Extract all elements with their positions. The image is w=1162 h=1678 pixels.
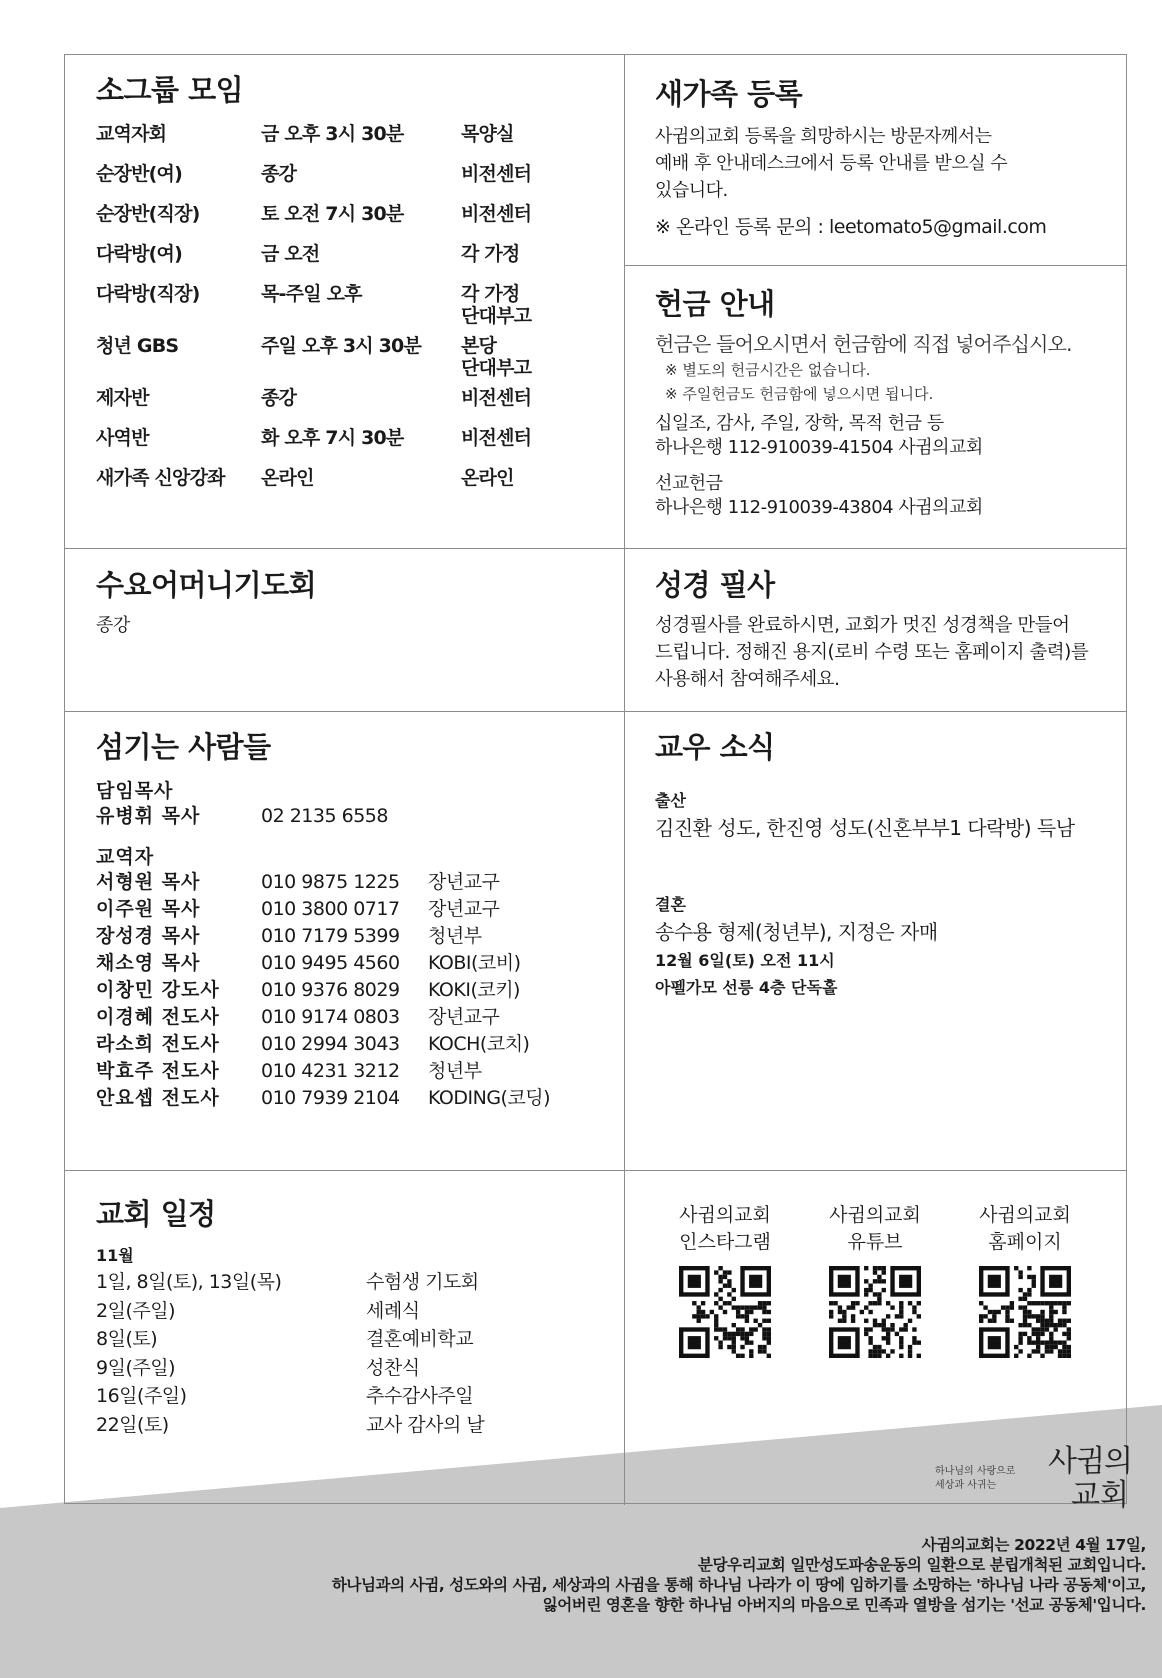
small-groups-section [96, 68, 616, 507]
minister-name: 안요셉 전도사 [96, 1087, 220, 1109]
qr-label: 유튜브 [847, 1231, 903, 1253]
group-name: 교역자회 [96, 123, 167, 145]
birth-label: 출산 [655, 791, 686, 810]
section-title: 교회 일정 [96, 1197, 216, 1231]
minister-name: 서형원 목사 [96, 871, 201, 893]
minister-phone: 010 9376 8029 [261, 979, 400, 1001]
minister-phone: 010 7179 5399 [261, 925, 400, 947]
schedule-date: 22일(토) [96, 1413, 169, 1436]
qr-label: 사귐의교회 [979, 1204, 1071, 1226]
birth-text: 김진환 성도, 한진영 성도(신혼부부1 다락방) 득남 [655, 816, 1075, 840]
ministers-label: 교역자 [96, 846, 155, 868]
section-title: 섬기는 사람들 [96, 730, 271, 764]
footer-line: 사귐의교회는 2022년 4월 17일, [921, 1536, 1146, 1554]
minister-name: 박효주 전도사 [96, 1060, 220, 1082]
group-time: 금 오후 3시 30분 [261, 123, 404, 145]
logo-name: 사귐의 [1048, 1444, 1132, 1479]
offering-mission-account: 하나은행 112-910039-43804 사귐의교회 [655, 497, 983, 518]
footer-line: 하나님과의 사귐, 성도와의 사귐, 세상과의 사귐을 통해 하나님 나라가 이 땅에 임하기를 소망하는 '하나님 나라 공동체'이고, [331, 1576, 1146, 1594]
group-place: 각 가정 [461, 243, 520, 265]
group-place: 각 가정 단대부고 [461, 283, 532, 327]
qr-label: 사귐의교회 [679, 1204, 771, 1226]
minister-dept: 청년부 [428, 925, 482, 947]
offering-general-account: 하나은행 112-910039-41504 사귐의교회 [655, 437, 983, 458]
minister-phone: 010 9495 4560 [261, 952, 400, 974]
minister-name: 이경혜 전도사 [96, 1006, 220, 1028]
section-title: 새가족 등록 [655, 77, 803, 111]
qr-item-homepage[interactable] [960, 1200, 1090, 1362]
minister-phone: 010 7939 2104 [261, 1087, 400, 1109]
schedule-event: 교사 감사의 날 [366, 1413, 485, 1436]
schedule-event: 추수감사주일 [366, 1385, 474, 1407]
group-place: 비전센터 [461, 203, 532, 225]
group-name: 다락방(직장) [96, 283, 200, 305]
offering-section [655, 282, 1125, 520]
group-name: 제자반 [96, 387, 149, 409]
schedule-date: 8일(토) [96, 1328, 158, 1350]
logo-name: 교회 [1070, 1478, 1129, 1513]
wedding-label: 결혼 [655, 895, 686, 914]
qr-section [660, 1200, 1090, 1362]
minister-dept: KOCH(코치) [428, 1033, 530, 1055]
schedule-event: 세례식 [366, 1299, 420, 1322]
minister-name: 이창민 강도사 [96, 979, 220, 1001]
newcomer-section [655, 72, 1125, 241]
minister-dept: 장년교구 [428, 1006, 500, 1028]
minister-name: 라소희 전도사 [96, 1033, 220, 1055]
minister-phone: 010 4231 3212 [261, 1060, 400, 1082]
senior-pastor-row [96, 803, 616, 830]
offering-mission-label: 선교헌금 [655, 473, 723, 494]
logo-tagline: 세상과 사귀는 [935, 1480, 997, 1491]
bible-section [655, 563, 1125, 693]
group-name: 새가족 신앙강좌 [96, 467, 225, 489]
group-place: 본당 단대부고 [461, 335, 532, 379]
minister-dept: KOKI(코키) [428, 979, 520, 1001]
group-name: 순장반(직장) [96, 203, 200, 225]
wedding-date: 12월 6일(토) 오전 11시 [655, 951, 835, 970]
group-place: 비전센터 [461, 387, 532, 409]
group-time: 화 오후 7시 30분 [261, 427, 404, 449]
group-place: 온라인 [461, 467, 514, 489]
section-title: 교우 소식 [655, 730, 775, 764]
group-place: 비전센터 [461, 427, 532, 449]
group-time: 온라인 [261, 467, 314, 489]
qr-code-icon[interactable] [829, 1266, 921, 1358]
logo-tagline: 하나님의 사랑으로 [935, 1466, 1016, 1477]
group-name: 다락방(여) [96, 243, 182, 265]
qr-label: 사귐의교회 [829, 1204, 921, 1226]
group-name: 순장반(여) [96, 163, 182, 185]
minister-dept: 장년교구 [428, 898, 500, 920]
wedding-text: 송수용 형제(청년부), 지정은 자매 [655, 920, 938, 944]
minister-name: 장성경 목사 [96, 925, 201, 947]
section-title: 성경 필사 [655, 568, 775, 602]
small-groups-table [96, 123, 616, 507]
qr-item-youtube[interactable] [810, 1200, 940, 1362]
schedule-event: 결혼예비학교 [366, 1328, 474, 1350]
schedule-section [96, 1192, 616, 1439]
footer-text [26, 1535, 1146, 1615]
group-time: 종강 [261, 387, 297, 409]
staff-section [96, 725, 616, 1112]
minister-phone: 010 2994 3043 [261, 1033, 400, 1055]
bible-text: 성경필사를 완료하시면, 교회가 멋진 성경책을 만들어 드립니다. 정해진 용지(로비 수령 또는 홈페이지 출력)를 사용해서 참여해주세요. [655, 615, 1089, 690]
group-place: 비전센터 [461, 163, 532, 185]
offering-general-label: 십일조, 감사, 주일, 장학, 목적 헌금 등 [655, 413, 944, 434]
schedule-event: 성찬식 [366, 1356, 420, 1379]
section-title: 소그룹 모임 [96, 73, 244, 107]
group-time: 금 오전 [261, 243, 320, 265]
minister-dept: KOBI(코비) [428, 952, 521, 974]
schedule-date: 9일(주일) [96, 1356, 175, 1379]
group-name: 청년 GBS [96, 335, 179, 357]
group-place: 목양실 [461, 123, 514, 145]
minister-dept: KODING(코딩) [428, 1087, 551, 1109]
minister-phone: 010 9875 1225 [261, 871, 400, 893]
schedule-table [96, 1268, 616, 1439]
minister-name: 이주원 목사 [96, 898, 201, 920]
group-name: 사역반 [96, 427, 149, 449]
group-time: 토 오전 7시 30분 [261, 203, 404, 225]
qr-code-icon[interactable] [979, 1266, 1071, 1358]
ministers-table [96, 869, 616, 1112]
minister-dept: 장년교구 [428, 871, 500, 893]
qr-item-instagram[interactable] [660, 1200, 790, 1362]
schedule-event: 수험생 기도회 [366, 1271, 479, 1293]
minister-dept: 청년부 [428, 1060, 482, 1082]
newcomer-text: 사귐의교회 등록을 희망하시는 방문자께서는 예배 후 안내데스크에서 등록 안내를 받으실 수 있습니다. [655, 126, 1008, 201]
minister-phone: 010 9174 0803 [261, 1006, 400, 1028]
group-time: 목-주일 오후 [261, 283, 362, 305]
section-title: 수요어머니기도회 [96, 568, 317, 602]
group-time: 주일 오후 3시 30분 [261, 335, 422, 357]
wednesday-text: 종강 [96, 615, 130, 636]
schedule-date: 1일, 8일(토), 13일(목) [96, 1271, 282, 1293]
footer-line: 잃어버린 영혼을 향한 하나님 아버지의 마음으로 민족과 열방을 섬기는 '선교 공동체'입니다. [542, 1596, 1146, 1614]
schedule-month: 11월 [96, 1246, 134, 1265]
qr-label: 인스타그램 [679, 1231, 771, 1253]
offering-note: ※ 주일헌금도 헌금함에 넣으시면 됩니다. [665, 385, 934, 403]
minister-phone: 010 3800 0717 [261, 898, 400, 920]
wednesday-prayer-section [96, 563, 596, 639]
qr-code-icon[interactable] [679, 1266, 771, 1358]
group-time: 종강 [261, 163, 297, 185]
schedule-date: 16일(주일) [96, 1385, 187, 1407]
senior-pastor-label: 담임목사 [96, 780, 174, 802]
minister-name: 채소영 목사 [96, 952, 201, 974]
offering-note: ※ 별도의 헌금시간은 없습니다. [665, 361, 871, 379]
section-title: 헌금 안내 [655, 287, 775, 321]
qr-label: 홈페이지 [988, 1231, 1062, 1253]
footer-line: 분당우리교회 일만성도파송운동의 일환으로 분립개척된 교회입니다. [697, 1556, 1146, 1574]
schedule-date: 2일(주일) [96, 1299, 175, 1322]
news-section [655, 725, 1125, 998]
senior-pastor-name: 유병휘 목사 [96, 805, 201, 827]
offering-main: 헌금은 들어오시면서 헌금함에 직접 넣어주십시오. [655, 332, 1072, 356]
senior-pastor-phone: 02 2135 6558 [261, 805, 388, 827]
wedding-place: 아펠가모 선릉 4층 단독홀 [655, 978, 838, 997]
newcomer-contact: ※ 온라인 등록 문의 : leetomato5@gmail.com [655, 216, 1047, 238]
church-logo [935, 1445, 1145, 1515]
